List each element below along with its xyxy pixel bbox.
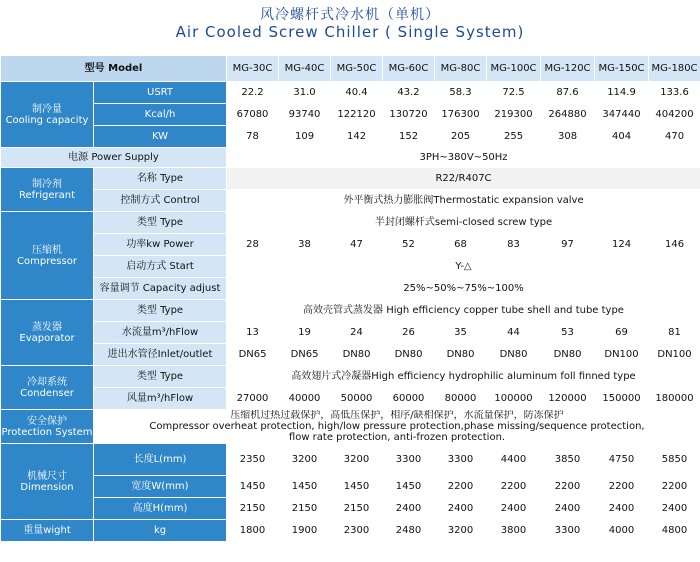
condenser-flow-value-cell: 80000 (435, 388, 487, 410)
cooling-usrt-row (1, 82, 700, 104)
protection-line2: Compressor overheat protection, high/low pressure protection,phase missing/sequence protection, (149, 421, 645, 432)
condenser-flow-value-cell: 60000 (383, 388, 435, 410)
evaporator-flow-row (1, 322, 700, 344)
dimension-height-row (1, 498, 700, 520)
height-value-cell: 2400 (487, 498, 541, 520)
kcal-value-cell: 264880 (541, 104, 595, 126)
length-value-cell: 3300 (383, 444, 435, 476)
length-value-cell: 4750 (595, 444, 649, 476)
evaporator-label-cn: 蒸发器 (32, 321, 62, 333)
weight-value-cell: 4000 (595, 520, 649, 542)
compressor-start-label: 启动方式 Start (94, 256, 227, 278)
compressor-power-value-cell: 124 (595, 234, 649, 256)
width-value-cell: 1450 (383, 476, 435, 498)
compressor-label (1, 212, 94, 300)
dimension-label (1, 444, 94, 520)
evaporator-pipe-value-cell: DN80 (383, 344, 435, 366)
title-block (0, 0, 700, 50)
model-name-header: MG-60C (383, 56, 435, 82)
compressor-capacity-row (1, 278, 700, 300)
weight-value-cell: 4800 (649, 520, 700, 542)
kw-value-cell: 404 (595, 126, 649, 148)
usrt-value-cell: 31.0 (279, 82, 331, 104)
usrt-value-cell: 40.4 (331, 82, 383, 104)
kcal-value-cell: 404200 (649, 104, 700, 126)
evaporator-flow-value-cell: 81 (649, 322, 700, 344)
evaporator-type-value: 高效壳管式蒸发器 High efficiency copper tube shell and tube type (227, 300, 700, 322)
compressor-power-value-cell: 146 (649, 234, 700, 256)
condenser-label (1, 366, 94, 410)
width-value-cell: 1450 (331, 476, 383, 498)
model-name-header: MG-50C (331, 56, 383, 82)
evaporator-flow-value-cell: 69 (595, 322, 649, 344)
protection-line3: flow rate protection, anti-frozen protection. (288, 432, 506, 443)
width-value-cell: 2200 (595, 476, 649, 498)
weight-value-cell: 1800 (227, 520, 279, 542)
protection-label-cn: 安全保护 (27, 415, 67, 427)
model-header: 型号 Model (1, 56, 227, 82)
evaporator-pipe-row (1, 344, 700, 366)
condenser-flow-value-cell: 100000 (487, 388, 541, 410)
usrt-value-cell: 133.6 (649, 82, 700, 104)
weight-label: 重量wight (1, 520, 94, 542)
compressor-power-value-cell: 38 (279, 234, 331, 256)
condenser-flow-row (1, 388, 700, 410)
model-name-header: MG-30C (227, 56, 279, 82)
height-label: 高度H(mm) (94, 498, 227, 520)
evaporator-flow-label: 水流量m³/hFlow (94, 322, 227, 344)
evaporator-pipe-label: 进出水管径Inlet/outlet (94, 344, 227, 366)
compressor-power-value-cell: 83 (487, 234, 541, 256)
evaporator-label (1, 300, 94, 366)
compressor-type-label: 类型 Type (94, 212, 227, 234)
compressor-start-row (1, 256, 700, 278)
kcal-value-cell: 67080 (227, 104, 279, 126)
model-name-header: MG-180C (649, 56, 700, 82)
kw-value-cell: 142 (331, 126, 383, 148)
condenser-label-cn: 冷却系统 (27, 376, 67, 388)
compressor-power-value-cell: 47 (331, 234, 383, 256)
condenser-type-row (1, 366, 700, 388)
kcal-label: Kcal/h (94, 104, 227, 126)
kw-label: KW (94, 126, 227, 148)
kcal-value-cell: 122120 (331, 104, 383, 126)
evaporator-type-row (1, 300, 700, 322)
power-supply-value: 3PH~380V~50Hz (227, 148, 700, 168)
header-row (1, 56, 700, 82)
height-value-cell: 2400 (595, 498, 649, 520)
kcal-value-cell: 93740 (279, 104, 331, 126)
height-value-cell: 2400 (649, 498, 700, 520)
usrt-value-cell: 58.3 (435, 82, 487, 104)
height-value-cell: 2150 (279, 498, 331, 520)
protection-row (1, 410, 700, 444)
title-chinese: 风冷螺杆式冷水机（单机） (260, 7, 440, 23)
compressor-type-value: 半封闭螺杆式semi-closed screw type (227, 212, 700, 234)
refrigerant-type-row (1, 168, 700, 190)
length-value-cell: 2350 (227, 444, 279, 476)
length-value-cell: 3200 (331, 444, 383, 476)
protection-label-en: Protection System (1, 426, 93, 438)
kw-value-cell: 205 (435, 126, 487, 148)
width-value-cell: 1450 (279, 476, 331, 498)
evaporator-pipe-value-cell: DN65 (227, 344, 279, 366)
compressor-power-label: 功率kw Power (94, 234, 227, 256)
kcal-value-cell: 130720 (383, 104, 435, 126)
dimension-label-cn: 机械尺寸 (27, 470, 67, 482)
length-value-cell: 3200 (279, 444, 331, 476)
evaporator-type-label: 类型 Type (94, 300, 227, 322)
refrigerant-type-value: R22/R407C (227, 168, 700, 190)
power-supply-label: 电源 Power Supply (1, 148, 227, 168)
title-english: Air Cooled Screw Chiller ( Single System) (175, 23, 525, 41)
protection-label (1, 410, 94, 444)
kcal-value-cell: 347440 (595, 104, 649, 126)
compressor-label-en: Compressor (17, 255, 77, 267)
refrigerant-control-row (1, 190, 700, 212)
refrigerant-control-value: 外平衡式热力膨胀阀Thermostatic expansion valve (227, 190, 700, 212)
refrigerant-label (1, 168, 94, 212)
evaporator-label-en: Evaporator (19, 332, 75, 344)
dimension-width-row (1, 476, 700, 498)
condenser-label-en: Condenser (20, 387, 74, 399)
condenser-type-label: 类型 Type (94, 366, 227, 388)
cooling-capacity-label (1, 82, 94, 148)
power-supply-row (1, 148, 700, 168)
compressor-capacity-label: 容量调节 Capacity adjust (94, 278, 227, 300)
refrigerant-control-label: 控制方式 Control (94, 190, 227, 212)
length-value-cell: 3850 (541, 444, 595, 476)
refrigerant-label-en: Refrigerant (18, 189, 76, 201)
weight-value-cell: 1900 (279, 520, 331, 542)
refrigerant-label-cn: 制冷剂 (32, 178, 62, 190)
evaporator-flow-value-cell: 26 (383, 322, 435, 344)
width-value-cell: 2200 (541, 476, 595, 498)
weight-unit: kg (94, 520, 227, 542)
evaporator-pipe-value-cell: DN100 (649, 344, 700, 366)
width-value-cell: 2200 (649, 476, 700, 498)
compressor-power-value-cell: 52 (383, 234, 435, 256)
cooling-kcal-row (1, 104, 700, 126)
protection-text (94, 410, 700, 444)
kw-value-cell: 470 (649, 126, 700, 148)
length-value-cell: 4400 (487, 444, 541, 476)
kw-value-cell: 308 (541, 126, 595, 148)
dimension-label-en: Dimension (20, 481, 74, 493)
usrt-label: USRT (94, 82, 227, 104)
evaporator-pipe-value-cell: DN65 (279, 344, 331, 366)
model-name-header: MG-100C (487, 56, 541, 82)
compressor-start-value: Y-△ (227, 256, 700, 278)
condenser-flow-value-cell: 50000 (331, 388, 383, 410)
evaporator-pipe-value-cell: DN80 (331, 344, 383, 366)
evaporator-flow-value-cell: 53 (541, 322, 595, 344)
width-value-cell: 1450 (227, 476, 279, 498)
evaporator-flow-value-cell: 44 (487, 322, 541, 344)
evaporator-pipe-value-cell: DN100 (595, 344, 649, 366)
condenser-type-value: 高效翅片式冷凝器High efficiency hydrophilic aluminum foll finned type (227, 366, 700, 388)
compressor-power-row (1, 234, 700, 256)
evaporator-flow-value-cell: 13 (227, 322, 279, 344)
evaporator-pipe-value-cell: DN80 (541, 344, 595, 366)
kcal-value-cell: 176300 (435, 104, 487, 126)
usrt-value-cell: 72.5 (487, 82, 541, 104)
cooling-capacity-label-en: Cooling capacity (5, 114, 89, 126)
compressor-power-value-cell: 97 (541, 234, 595, 256)
cooling-kw-row (1, 126, 700, 148)
specification-table (0, 55, 700, 542)
width-value-cell: 2200 (435, 476, 487, 498)
kw-value-cell: 109 (279, 126, 331, 148)
weight-row (1, 520, 700, 542)
height-value-cell: 2400 (435, 498, 487, 520)
width-value-cell: 2200 (487, 476, 541, 498)
dimension-length-row (1, 444, 700, 476)
length-label: 长度L(mm) (94, 444, 227, 476)
model-name-header: MG-80C (435, 56, 487, 82)
evaporator-flow-value-cell: 35 (435, 322, 487, 344)
protection-line1: 压缩机过热过载保护，高低压保护，相序/缺相保护，水流量保护，防冻保护 (230, 410, 564, 421)
usrt-value-cell: 114.9 (595, 82, 649, 104)
weight-value-cell: 2480 (383, 520, 435, 542)
height-value-cell: 2400 (541, 498, 595, 520)
weight-value-cell: 3300 (541, 520, 595, 542)
condenser-flow-value-cell: 180000 (649, 388, 700, 410)
condenser-flow-value-cell: 150000 (595, 388, 649, 410)
evaporator-pipe-value-cell: DN80 (435, 344, 487, 366)
compressor-power-value-cell: 68 (435, 234, 487, 256)
usrt-value-cell: 87.6 (541, 82, 595, 104)
usrt-value-cell: 43.2 (383, 82, 435, 104)
cooling-capacity-label-cn: 制冷量 (32, 103, 62, 115)
width-label: 宽度W(mm) (94, 476, 227, 498)
compressor-power-value-cell: 28 (227, 234, 279, 256)
evaporator-flow-value-cell: 24 (331, 322, 383, 344)
kw-value-cell: 255 (487, 126, 541, 148)
weight-value-cell: 3800 (487, 520, 541, 542)
condenser-flow-label: 风量m³/hFlow (94, 388, 227, 410)
weight-value-cell: 2300 (331, 520, 383, 542)
condenser-flow-value-cell: 40000 (279, 388, 331, 410)
compressor-type-row (1, 212, 700, 234)
model-name-header: MG-120C (541, 56, 595, 82)
refrigerant-type-label: 名称 Type (94, 168, 227, 190)
evaporator-pipe-value-cell: DN80 (487, 344, 541, 366)
length-value-cell: 5850 (649, 444, 700, 476)
kw-value-cell: 78 (227, 126, 279, 148)
condenser-flow-value-cell: 27000 (227, 388, 279, 410)
kcal-value-cell: 219300 (487, 104, 541, 126)
height-value-cell: 2400 (383, 498, 435, 520)
usrt-value-cell: 22.2 (227, 82, 279, 104)
kw-value-cell: 152 (383, 126, 435, 148)
model-name-header: MG-150C (595, 56, 649, 82)
height-value-cell: 2150 (227, 498, 279, 520)
weight-value-cell: 3200 (435, 520, 487, 542)
compressor-label-cn: 压缩机 (32, 244, 62, 256)
model-name-header: MG-40C (279, 56, 331, 82)
condenser-flow-value-cell: 120000 (541, 388, 595, 410)
length-value-cell: 3300 (435, 444, 487, 476)
compressor-capacity-value: 25%~50%~75%~100% (227, 278, 700, 300)
evaporator-flow-value-cell: 19 (279, 322, 331, 344)
height-value-cell: 2150 (331, 498, 383, 520)
